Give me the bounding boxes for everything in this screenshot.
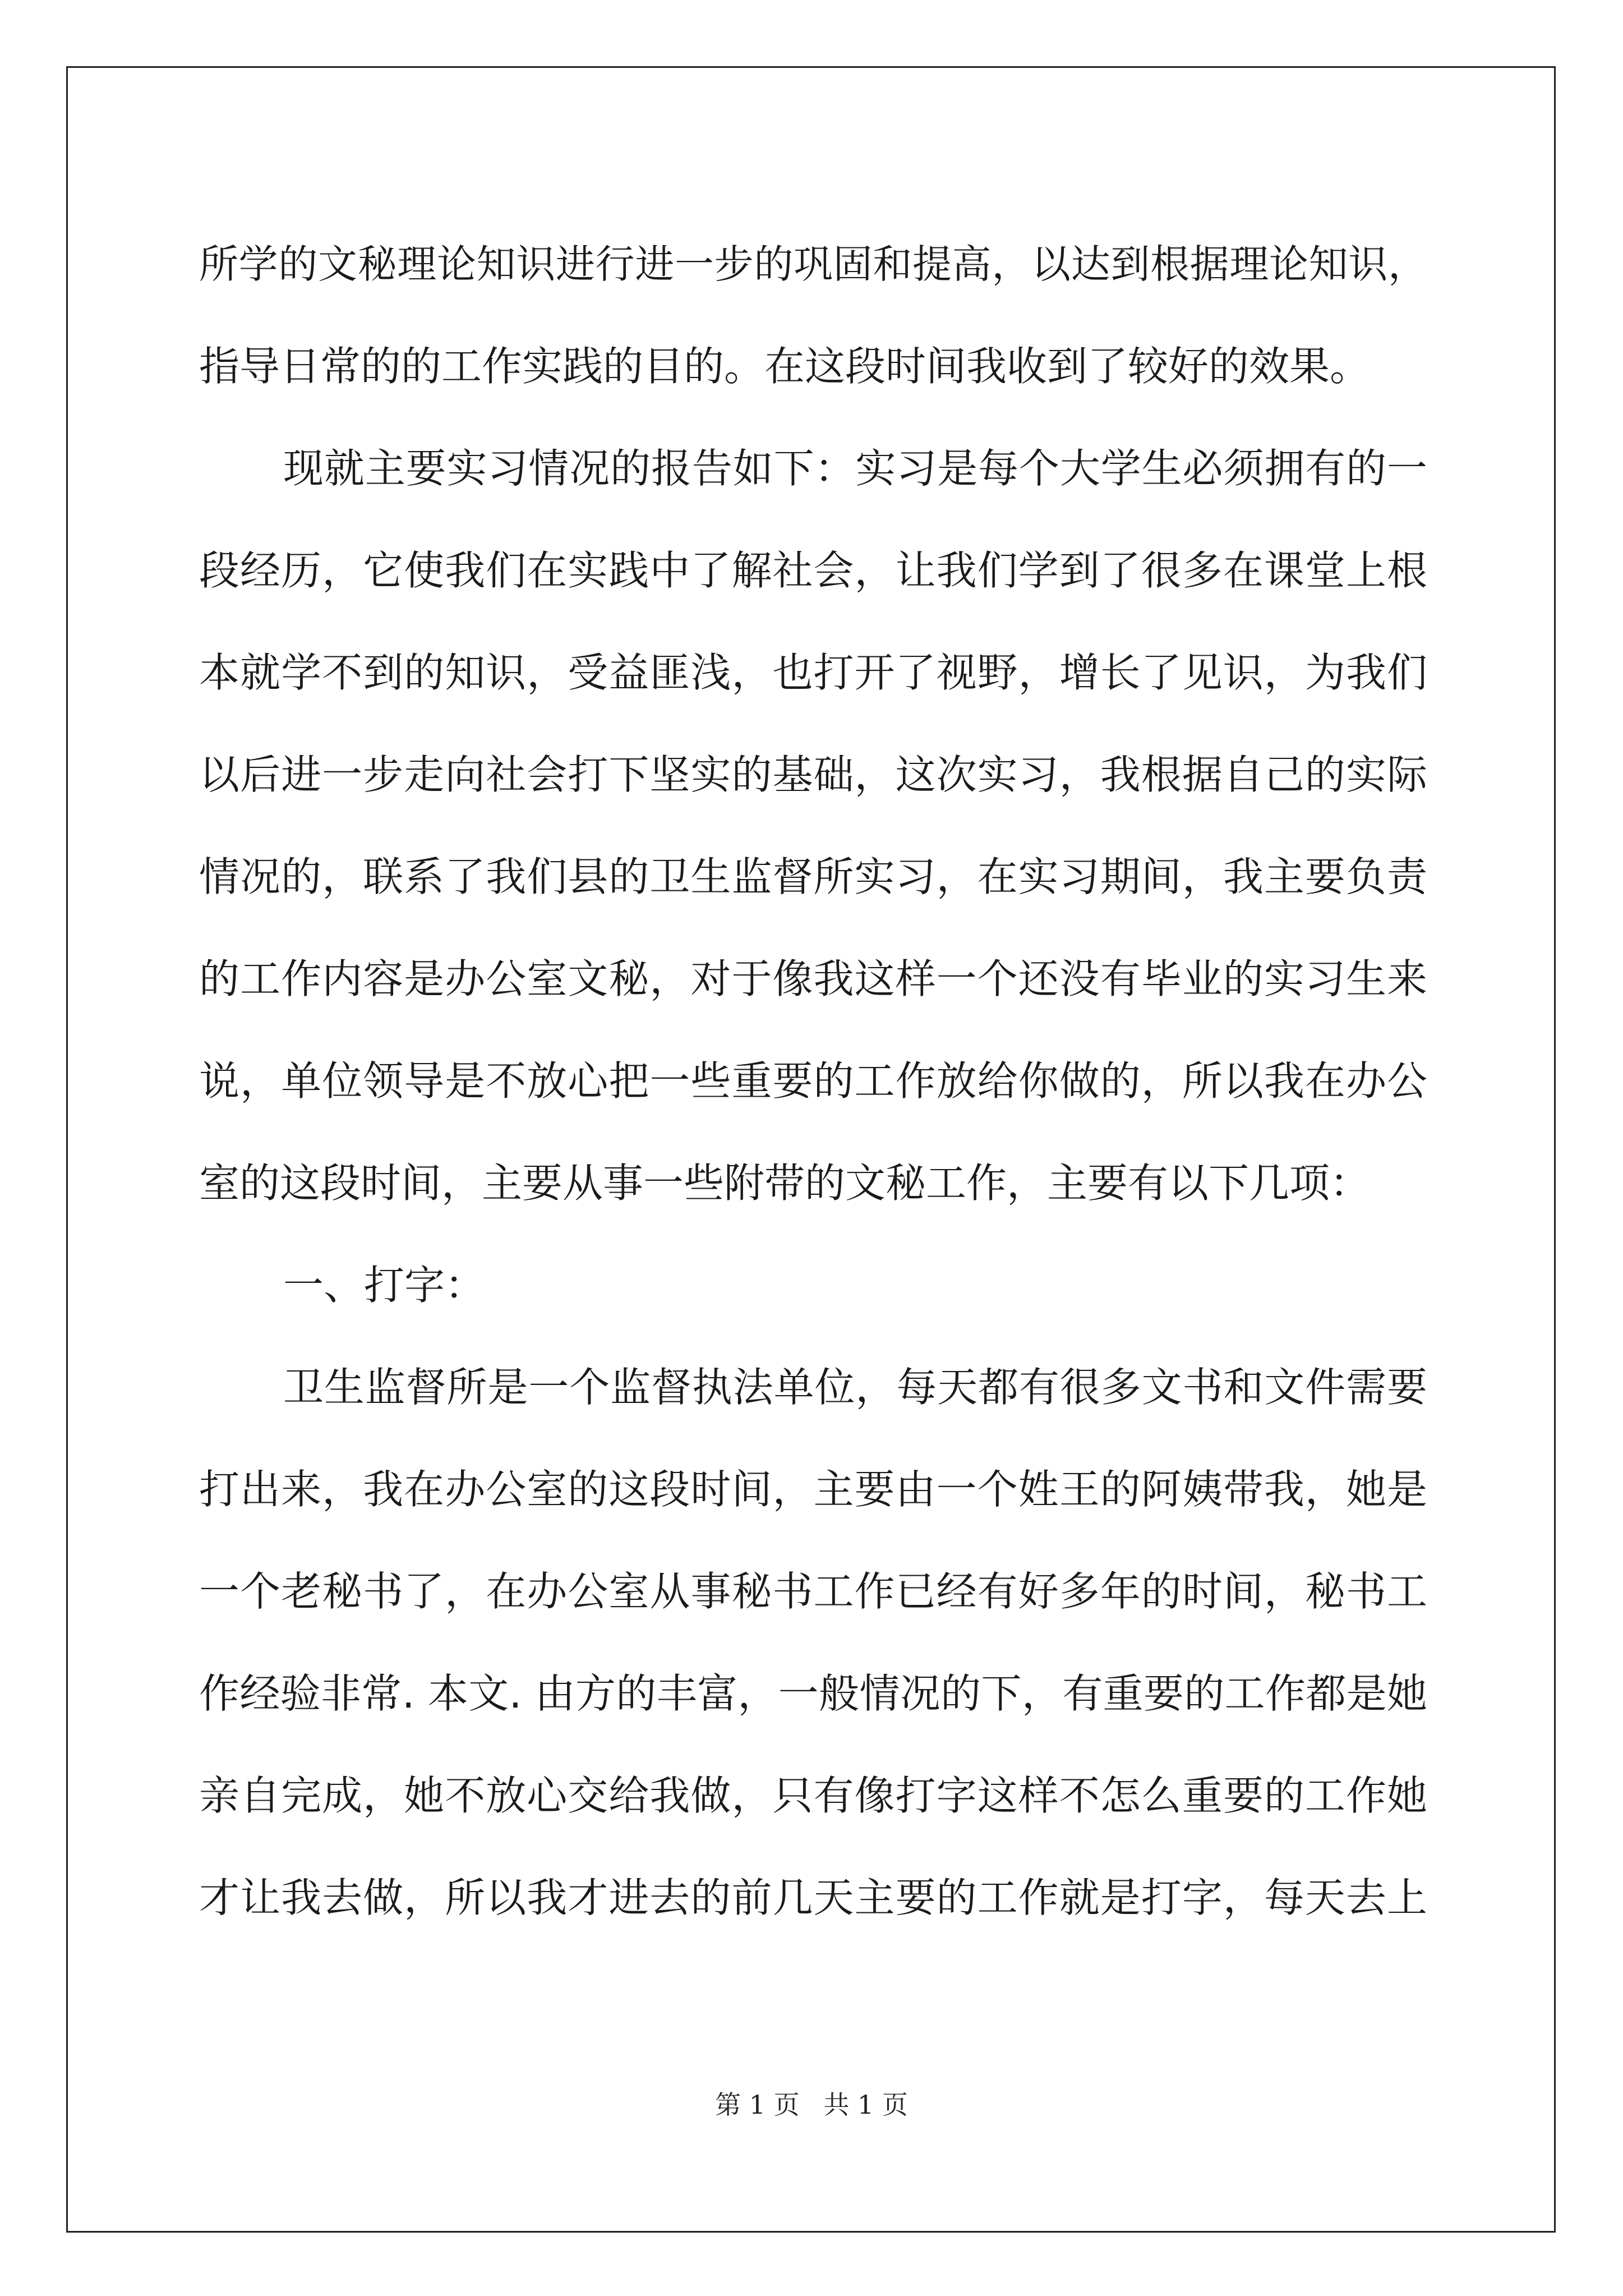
text-line: 才让我去做，所以我才进去的前几天主要的工作就是打字，每天去上: [199, 1874, 1427, 1921]
text-line: 一个老秘书了，在办公室从事秘书工作已经有好多年的时间，秘书工: [199, 1568, 1427, 1615]
text-line: 指导日常的的工作实践的目的。在这段时间我收到了较好的效果。: [199, 343, 1371, 390]
text-line: 的工作内容是办公室文秘，对于像我这样一个还没有毕业的实习生来: [199, 955, 1427, 1002]
text-line: 以后进一步走向社会打下坚实的基础，这次实习，我根据自己的实际: [199, 751, 1427, 798]
text-line: 作经验非常. 本文. 由方的丰富，一般情况的下，有重要的工作都是她: [199, 1670, 1427, 1717]
page-total: 共 1 页: [823, 2090, 908, 2120]
text-line: 打出来，我在办公室的这段时间，主要由一个姓王的阿姨带我，她是: [199, 1466, 1427, 1513]
text-line: 亲自完成，她不放心交给我做，只有像打字这样不怎么重要的工作她: [199, 1772, 1427, 1819]
section-heading: 一、打字：: [283, 1262, 486, 1309]
page-footer: [0, 2085, 1623, 2122]
text-line: 现就主要实习情况的报告如下：实习是每个大学生必须拥有的一: [283, 445, 1427, 492]
text-line: 卫生监督所是一个监督执法单位，每天都有很多文书和文件需要: [283, 1364, 1427, 1411]
document-body: [199, 213, 1427, 1949]
text-line: 段经历，它使我们在实践中了解社会，让我们学到了很多在课堂上根: [199, 547, 1427, 594]
text-line: 情况的，联系了我们县的卫生监督所实习，在实习期间，我主要负责: [199, 853, 1427, 900]
text-line: 本就学不到的知识，受益匪浅，也打开了视野，增长了见识，为我们: [199, 649, 1427, 696]
page-number: 第 1 页: [715, 2090, 800, 2120]
text-line: 室的这段时间，主要从事一些附带的文秘工作，主要有以下几项：: [199, 1159, 1371, 1207]
text-line: 所学的文秘理论知识进行进一步的巩固和提高，以达到根据理论知识，: [199, 241, 1427, 287]
text-line: 说，单位领导是不放心把一些重要的工作放给你做的，所以我在办公: [199, 1057, 1427, 1105]
